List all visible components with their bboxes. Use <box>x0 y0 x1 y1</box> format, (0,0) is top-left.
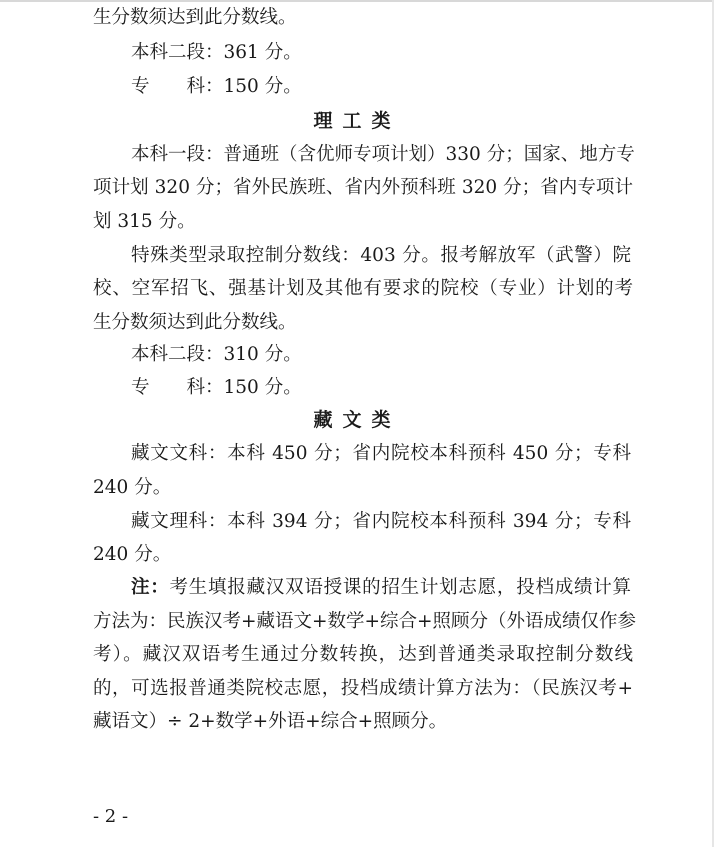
scan-border-top <box>0 0 714 2</box>
ligong-heading: 理工类 <box>313 110 401 132</box>
ligong-benke1-line-1: 本科一段：普通班（含优师专项计划）330 分；国家、地方专 <box>131 144 635 165</box>
note-line-4: 的，可选报普通类院校志愿，投档成绩计算方法为：（民族汉考+ <box>93 678 633 699</box>
ligong-special-line-3: 生分数须达到此分数线。 <box>93 312 297 333</box>
note-line-2: 方法为：民族汉考+藏语文+数学+综合+照顾分（外语成绩仅作参 <box>93 611 637 632</box>
ligong-benke1-line-3: 划 315 分。 <box>93 211 196 232</box>
note-line-1 <box>131 576 631 600</box>
ligong-special-line-2: 校、空军招飞、强基计划及其他有要求的院校（专业）计划的考 <box>93 278 633 299</box>
zangwen-heading: 藏文类 <box>313 409 401 431</box>
note-line-5: 藏语文）÷ 2+数学+外语+综合+照顾分。 <box>93 711 448 732</box>
zangwen-like-line-2: 240 分。 <box>93 544 172 565</box>
page-number: - 2 - <box>93 806 129 827</box>
ligong-benke1-line-2: 项计划 320 分；省外民族班、省内外预科班 320 分；省内专项计 <box>93 177 633 198</box>
ligong-special-line-1: 特殊类型录取控制分数线：403 分。报考解放军（武警）院 <box>131 245 631 266</box>
zangwen-like-line-1: 藏文理科：本科 394 分；省内院校本科预科 394 分；专科 <box>131 511 631 532</box>
wenshi-tail-line: 生分数须达到此分数线。 <box>93 7 297 28</box>
wenshi-benke2: 本科二段：361 分。 <box>131 42 302 63</box>
zangwen-wenke-line-1: 藏文文科：本科 450 分；省内院校本科预科 450 分；专科 <box>131 443 631 464</box>
wenshi-zhuanke: 专 科：150 分。 <box>131 76 302 97</box>
note-line-1-text: 考生填报藏汉双语授课的招生计划志愿，投档成绩计算 <box>169 577 631 598</box>
ligong-zhuanke: 专 科：150 分。 <box>131 377 302 398</box>
zangwen-wenke-line-2: 240 分。 <box>93 477 172 498</box>
ligong-benke2: 本科二段：310 分。 <box>131 344 302 365</box>
note-line-3: 考）。藏汉双语考生通过分数转换，达到普通类录取控制分数线 <box>93 644 633 665</box>
note-label: 注： <box>131 577 170 598</box>
